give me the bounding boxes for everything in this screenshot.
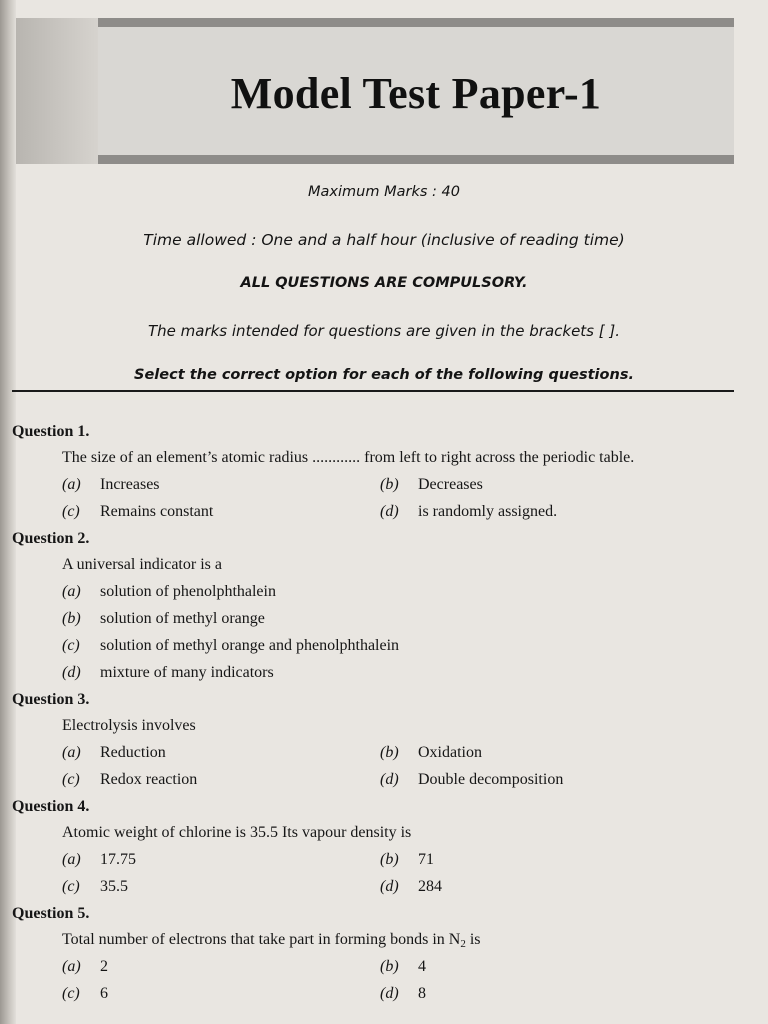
option-text: 4: [418, 958, 426, 975]
answer-option[interactable]: [12, 578, 276, 605]
question-heading: Question 3.: [12, 691, 90, 708]
time-allowed-text: Time allowed : One and a half hour (inclusive of reading time): [143, 231, 625, 249]
option-key: (c): [62, 503, 80, 520]
answer-option[interactable]: [12, 632, 399, 659]
option-key: (b): [380, 958, 399, 975]
option-row: [12, 498, 752, 525]
answer-option[interactable]: [12, 659, 274, 686]
answer-option[interactable]: [380, 471, 483, 498]
option-key: (a): [62, 583, 81, 600]
option-text: 8: [418, 985, 426, 1002]
answer-option[interactable]: [12, 846, 380, 873]
option-text: 17.75: [100, 851, 136, 868]
title-area: [98, 0, 734, 170]
option-row: [12, 605, 752, 632]
section-divider: [12, 390, 734, 392]
option-text: solution of methyl orange: [100, 610, 265, 627]
option-text: is randomly assigned.: [418, 503, 558, 520]
option-row: [12, 578, 752, 605]
option-key: (c): [62, 878, 80, 895]
option-key: (a): [62, 476, 81, 493]
option-text: mixture of many indicators: [100, 664, 274, 681]
option-text: Oxidation: [418, 744, 482, 761]
answer-option[interactable]: [380, 846, 434, 873]
answer-option[interactable]: [12, 873, 380, 900]
question-stem-text: Total number of electrons that take part in forming bonds in N: [62, 931, 461, 948]
question-heading: Question 1.: [12, 423, 90, 440]
option-text: Decreases: [418, 476, 483, 493]
answer-option[interactable]: [12, 980, 380, 1007]
option-text: Increases: [100, 476, 160, 493]
question-block: [12, 688, 752, 793]
page-title: Model Test Paper-1: [230, 69, 602, 118]
question-stem: [12, 926, 752, 953]
option-key: (d): [380, 503, 399, 520]
option-key: (d): [380, 985, 399, 1002]
option-text: Remains constant: [100, 503, 214, 520]
option-text: Reduction: [100, 744, 166, 761]
option-row: [12, 632, 752, 659]
question-list: [12, 420, 752, 1009]
answer-option[interactable]: [12, 953, 380, 980]
max-marks-text: Maximum Marks : 40: [308, 184, 460, 200]
option-key: (b): [380, 744, 399, 761]
option-key: (d): [380, 878, 399, 895]
answer-option[interactable]: [380, 980, 426, 1007]
question-block: [12, 902, 752, 1007]
answer-option[interactable]: [380, 498, 557, 525]
option-key: (b): [380, 476, 399, 493]
answer-option[interactable]: [12, 471, 380, 498]
option-key: (d): [380, 771, 399, 788]
option-row: [12, 471, 752, 498]
option-text: solution of methyl orange and phenolphthalein: [100, 637, 400, 654]
option-key: (b): [62, 610, 81, 627]
option-text: Redox reaction: [100, 771, 198, 788]
question-stem-suffix: is: [465, 931, 481, 948]
marks-note-text: The marks intended for questions are given in the brackets [ ].: [147, 322, 621, 340]
question-heading: Question 4.: [12, 798, 90, 815]
option-row: [12, 980, 752, 1007]
option-row: [12, 739, 752, 766]
subscript-text: 2: [460, 938, 466, 950]
option-key: (b): [380, 851, 399, 868]
option-row: [12, 659, 752, 686]
option-key: (c): [62, 637, 80, 654]
answer-option[interactable]: [380, 766, 563, 793]
question-heading: Question 5.: [12, 905, 90, 922]
question-stem-text: Electrolysis involves: [62, 717, 196, 734]
option-key: (d): [62, 664, 81, 681]
option-row: [12, 873, 752, 900]
option-text: Double decomposition: [418, 771, 564, 788]
option-row: [12, 846, 752, 873]
option-text: 71: [418, 851, 434, 868]
header-band-edge: [16, 18, 98, 164]
option-text: 6: [100, 985, 108, 1002]
question-block: [12, 420, 752, 525]
question-stem: [12, 819, 752, 846]
option-text: 284: [418, 878, 442, 895]
answer-option[interactable]: [12, 605, 265, 632]
option-text: solution of phenolphthalein: [100, 583, 276, 600]
option-key: (a): [62, 958, 81, 975]
option-text: 2: [100, 958, 108, 975]
compulsory-text: ALL QUESTIONS ARE COMPULSORY.: [240, 275, 528, 291]
question-stem-text: The size of an element’s atomic radius ............ from left to right across the periodic table.: [62, 449, 635, 466]
select-note-text: Select the correct option for each of the following questions.: [134, 367, 634, 383]
question-stem: [12, 712, 752, 739]
question-stem: [12, 444, 752, 471]
answer-option[interactable]: [12, 766, 380, 793]
option-key: (c): [62, 985, 80, 1002]
option-row: [12, 766, 752, 793]
question-stem-text: Atomic weight of chlorine is 35.5 Its vapour density is: [62, 824, 412, 841]
option-key: (a): [62, 744, 81, 761]
question-stem: [12, 551, 752, 578]
answer-option[interactable]: [12, 498, 380, 525]
option-key: (c): [62, 771, 80, 788]
option-row: [12, 953, 752, 980]
answer-option[interactable]: [380, 873, 442, 900]
answer-option[interactable]: [380, 953, 426, 980]
option-text: 35.5: [100, 878, 128, 895]
question-block: [12, 527, 752, 686]
option-key: (a): [62, 851, 81, 868]
question-heading: Question 2.: [12, 530, 90, 547]
question-stem-text: A universal indicator is a: [62, 556, 222, 573]
question-block: [12, 795, 752, 900]
answer-option[interactable]: [380, 739, 482, 766]
answer-option[interactable]: [12, 739, 380, 766]
